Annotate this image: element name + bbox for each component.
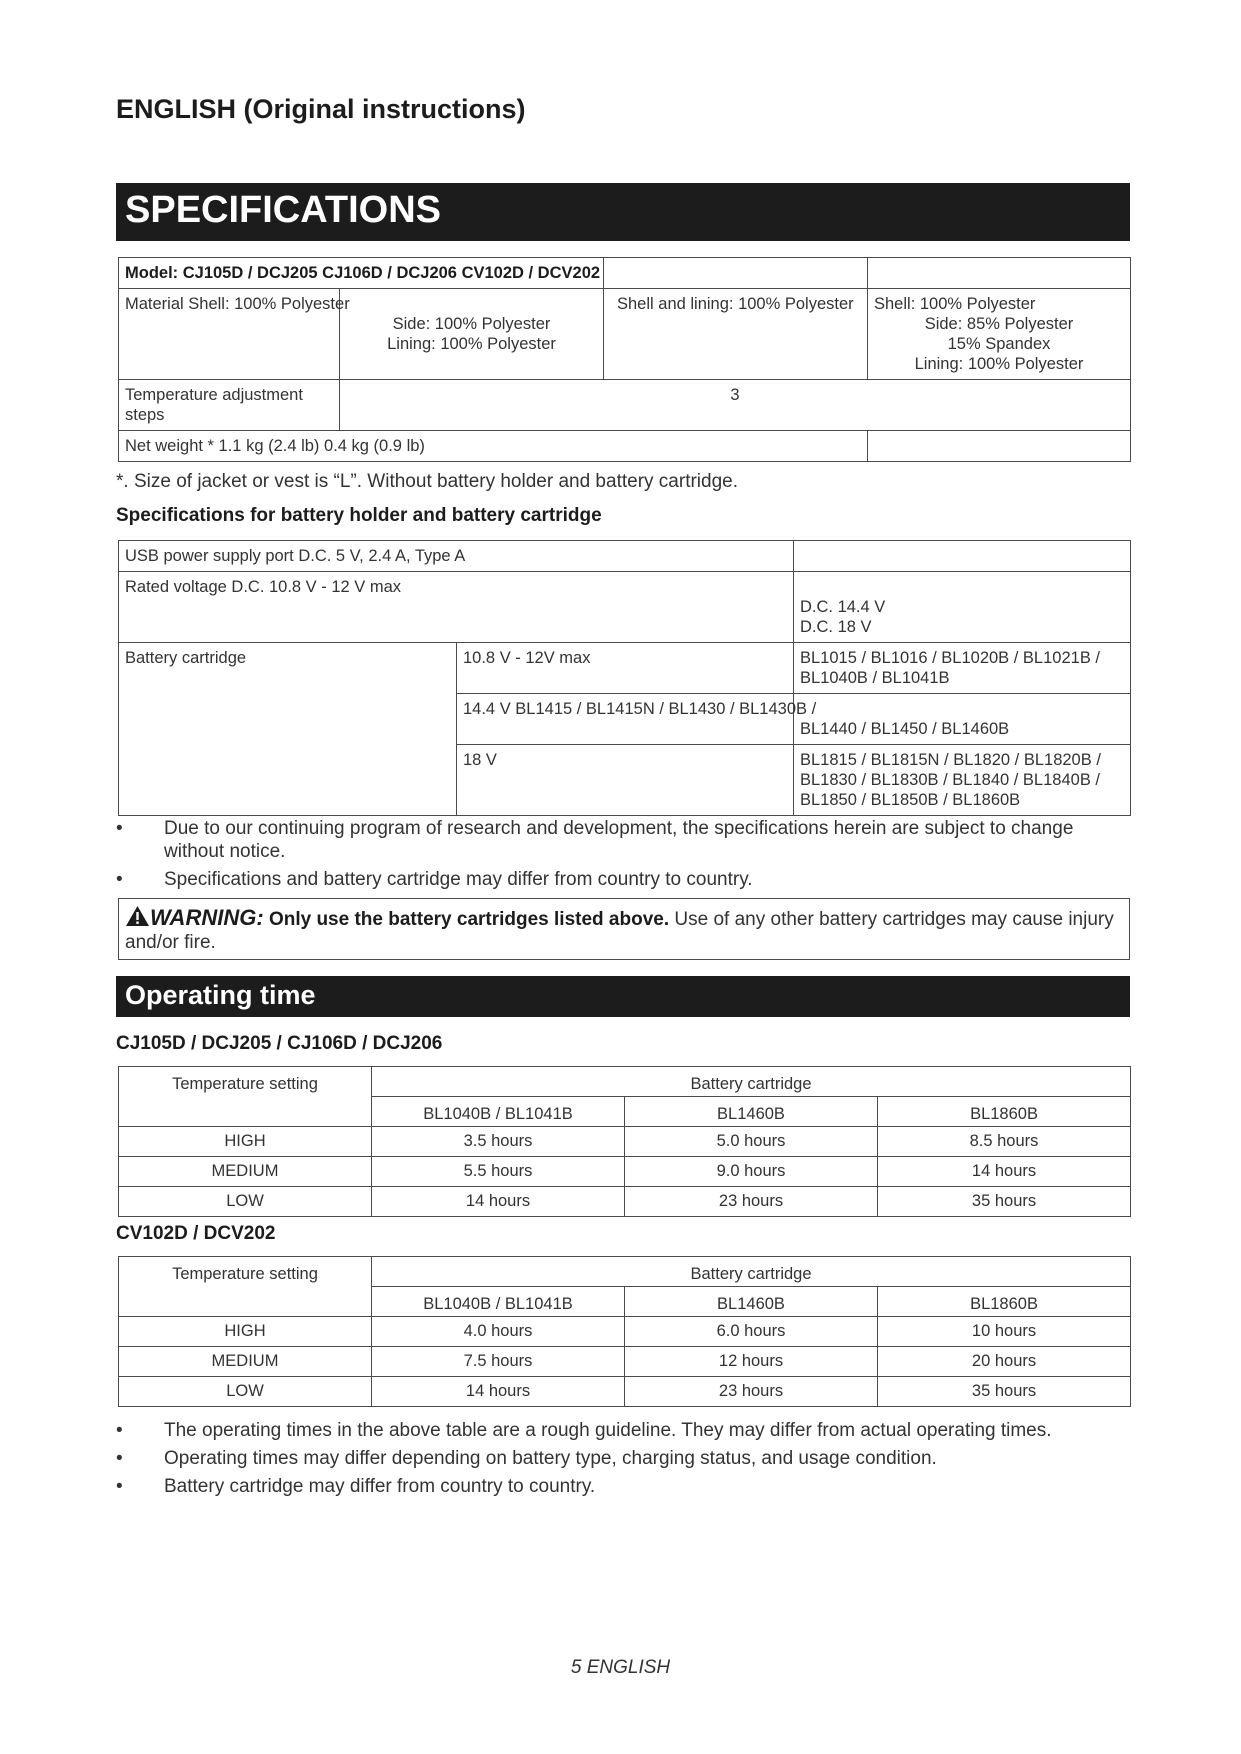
battery-model-header: BL1040B / BL1041B	[372, 1097, 625, 1127]
setting-cell: LOW	[119, 1377, 372, 1407]
material-label: Material Shell: 100% Polyester	[119, 289, 340, 380]
model-row: Model: CJ105D / DCJ205 CJ106D / DCJ206 CV102D / DCV202	[119, 258, 604, 289]
note-text: The operating times in the above table are a rough guideline. They may differ from actual operating times.	[164, 1420, 1052, 1441]
note-item	[116, 868, 1136, 891]
battery-voltage-cell: 14.4 V BL1415 / BL1415N / BL1430 / BL1430B /	[457, 694, 794, 745]
material-col-3-line: Lining: 100% Polyester	[914, 355, 1084, 373]
note-text: Battery cartridge may differ from country to country.	[164, 1476, 596, 1497]
warning-box	[118, 898, 1130, 960]
hours-cell: 9.0 hours	[625, 1157, 878, 1187]
battery-models-cell	[794, 694, 1131, 745]
operating-table-heading: CV102D / DCV202	[116, 1223, 276, 1244]
operating-time-table	[118, 1256, 1131, 1407]
hours-cell: 12 hours	[625, 1347, 878, 1377]
material-col-3	[868, 289, 1131, 380]
setting-cell: MEDIUM	[119, 1157, 372, 1187]
hours-cell: 23 hours	[625, 1377, 878, 1407]
bullet-mark: •	[116, 1420, 123, 1441]
temp-setting-header: Temperature setting	[119, 1067, 372, 1127]
battery-models-cell	[794, 745, 1131, 816]
operating-time-table	[118, 1066, 1131, 1217]
specifications-table	[118, 257, 1131, 462]
rated-voltage-row: Rated voltage D.C. 10.8 V - 12 V max	[119, 572, 794, 643]
note-item	[116, 1447, 1136, 1470]
usb-row-empty	[794, 541, 1131, 572]
note-item	[116, 817, 1136, 863]
hours-cell: 35 hours	[878, 1377, 1131, 1407]
battery-cartridge-label: Battery cartridge	[119, 643, 457, 816]
battery-models-line: BL1440 / BL1450 / BL1460B	[800, 720, 1010, 738]
bullet-mark: •	[116, 818, 123, 839]
battery-model-header: BL1860B	[878, 1097, 1131, 1127]
document-title: ENGLISH (Original instructions)	[116, 94, 526, 124]
note-item	[116, 1475, 1136, 1498]
hours-cell: 14 hours	[372, 1187, 625, 1217]
hours-cell: 35 hours	[878, 1187, 1131, 1217]
battery-model-header: BL1460B	[625, 1097, 878, 1127]
operating-table-heading: CJ105D / DCJ205 / CJ106D / DCJ206	[116, 1033, 443, 1054]
material-col-1-line: Lining: 100% Polyester	[387, 335, 556, 353]
warning-triangle-icon	[125, 905, 150, 927]
hours-cell: 5.5 hours	[372, 1157, 625, 1187]
hours-cell: 4.0 hours	[372, 1317, 625, 1347]
material-col-1-line: Side: 100% Polyester	[392, 315, 551, 333]
hours-cell: 23 hours	[625, 1187, 878, 1217]
hours-cell: 6.0 hours	[625, 1317, 878, 1347]
note-text: Specifications and battery cartridge may differ from country to country.	[164, 869, 753, 890]
setting-cell: MEDIUM	[119, 1347, 372, 1377]
setting-cell: HIGH	[119, 1127, 372, 1157]
hours-cell: 20 hours	[878, 1347, 1131, 1377]
hours-cell: 14 hours	[878, 1157, 1131, 1187]
battery-models-line: BL1040B / BL1041B	[800, 669, 950, 687]
note-text: Operating times may differ depending on battery type, charging status, and usage condition.	[164, 1448, 937, 1469]
battery-model-header: BL1040B / BL1041B	[372, 1287, 625, 1317]
battery-spec-heading: Specifications for battery holder and battery cartridge	[116, 505, 602, 526]
battery-spec-table	[118, 540, 1131, 816]
rated-voltage-value: D.C. 14.4 V	[800, 598, 886, 616]
hours-cell: 8.5 hours	[878, 1127, 1131, 1157]
battery-model-header: BL1860B	[878, 1287, 1131, 1317]
battery-models-line: BL1830 / BL1830B / BL1840 / BL1840B /	[800, 771, 1100, 789]
battery-models-line: BL1850 / BL1850B / BL1860B	[800, 791, 1021, 809]
model-cell-empty	[868, 258, 1131, 289]
material-col-3-line: Side: 85% Polyester	[924, 315, 1074, 333]
hours-cell: 10 hours	[878, 1317, 1131, 1347]
specifications-banner: SPECIFICATIONS	[116, 183, 1130, 241]
usb-row: USB power supply port D.C. 5 V, 2.4 A, Type A	[119, 541, 794, 572]
material-col-3-line: Shell: 100% Polyester	[874, 295, 1036, 313]
temp-adjust-value: 3	[340, 380, 1131, 431]
battery-voltage-cell: 18 V	[457, 745, 794, 816]
material-col-3-line: 15% Spandex	[947, 335, 1051, 353]
size-footnote: *. Size of jacket or vest is “L”. Without battery holder and battery cartridge.	[116, 471, 738, 492]
operating-notes	[116, 1419, 1136, 1503]
net-weight-empty	[868, 431, 1131, 462]
material-col-2: Shell and lining: 100% Polyester	[604, 289, 868, 380]
battery-models-line: BL1815 / BL1815N / BL1820 / BL1820B /	[800, 751, 1101, 769]
hours-cell: 3.5 hours	[372, 1127, 625, 1157]
rated-voltage-value: D.C. 18 V	[800, 618, 872, 636]
material-col-1	[340, 289, 604, 380]
model-cell-empty	[604, 258, 868, 289]
battery-cartridge-header: Battery cartridge	[372, 1067, 1131, 1097]
warning-strong-text: Only use the battery cartridges listed above.	[268, 909, 670, 930]
setting-cell: HIGH	[119, 1317, 372, 1347]
hours-cell: 14 hours	[372, 1377, 625, 1407]
warning-text: Use of any other battery cartridges may cause injury and/or fire.	[125, 909, 1114, 953]
battery-model-header: BL1460B	[625, 1287, 878, 1317]
bullet-mark: •	[116, 1448, 123, 1469]
warning-word: WARNING:	[150, 905, 264, 930]
battery-models-cell	[794, 643, 1131, 694]
bullet-mark: •	[116, 1476, 123, 1497]
hours-cell: 5.0 hours	[625, 1127, 878, 1157]
note-item	[116, 1419, 1136, 1442]
temp-adjust-label: Temperature adjustment steps	[119, 380, 340, 431]
temp-setting-header: Temperature setting	[119, 1257, 372, 1317]
note-text: Due to our continuing program of research and development, the specifications herein are subject to change without notice.	[164, 818, 1074, 862]
battery-voltage-cell: 10.8 V - 12V max	[457, 643, 794, 694]
bullet-mark: •	[116, 869, 123, 890]
battery-cartridge-header: Battery cartridge	[372, 1257, 1131, 1287]
hours-cell: 7.5 hours	[372, 1347, 625, 1377]
spec-notes	[116, 817, 1136, 896]
operating-time-banner: Operating time	[116, 976, 1130, 1017]
page-number: 5 ENGLISH	[570, 1657, 671, 1678]
rated-voltage-values	[794, 572, 1131, 643]
battery-models-line: BL1015 / BL1016 / BL1020B / BL1021B /	[800, 649, 1100, 667]
net-weight-row: Net weight * 1.1 kg (2.4 lb) 0.4 kg (0.9 lb)	[119, 431, 868, 462]
setting-cell: LOW	[119, 1187, 372, 1217]
